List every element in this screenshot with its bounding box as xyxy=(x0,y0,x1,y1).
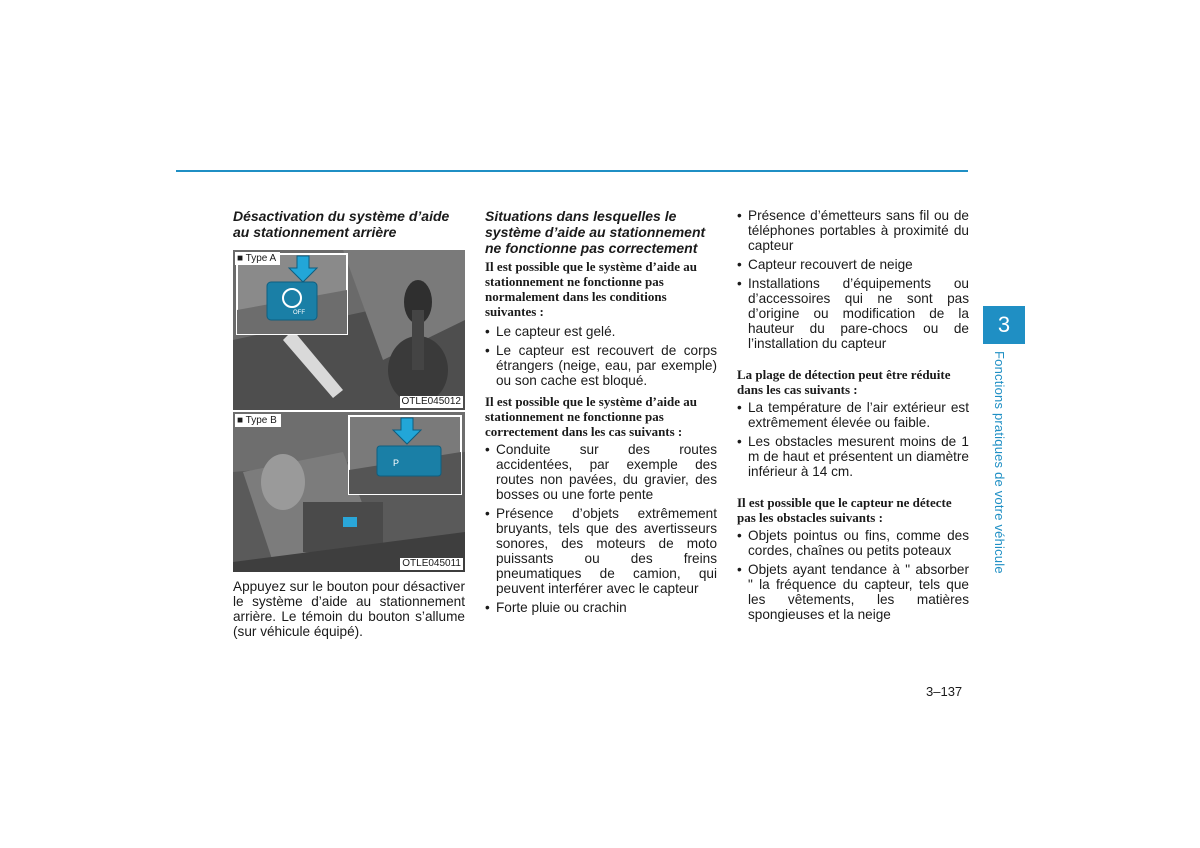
list-item: • Objets pointus ou fins, comme des cordes, chaînes ou petits poteaux xyxy=(737,528,969,558)
list-incorrect xyxy=(485,442,717,615)
subheading-undetected: Il est possible que le capteur ne détecte pas les obstacles suivants : xyxy=(737,495,952,525)
list-item: • Le capteur est recouvert de corps étrangers (neige, eau, par exemple) ou son cache est bloqué. xyxy=(485,343,717,388)
svg-text:P: P xyxy=(393,458,400,468)
list-item: • Présence d’émetteurs sans fil ou de téléphones portables à proximité du capteur xyxy=(737,208,969,253)
list-item: • La température de l’air extérieur est extrêmement élevée ou faible. xyxy=(737,400,969,430)
deactivation-paragraph: Appuyez sur le bouton pour désactiver le système d’aide au stationnement arrière. Le témoin du bouton s’allume (sur véhicule équipé). xyxy=(233,579,465,639)
figure-b-tag-text: Type B xyxy=(245,415,277,426)
figure-type-a xyxy=(233,250,465,410)
console-photo-b xyxy=(233,412,465,572)
list-undetected xyxy=(737,528,969,622)
section-heading-malfunction: Situations dans lesquelles le système d’aide au stationnement ne fonctionne pas correctement xyxy=(485,208,706,256)
list-item: • Capteur recouvert de neige xyxy=(737,257,969,272)
section-heading-deactivation: Désactivation du système d’aide au stationnement arrière xyxy=(233,208,450,240)
list-item: • Conduite sur des routes accidentées, par exemple des routes non pavées, du gravier, des bosses ou une forte pente xyxy=(485,442,717,502)
subheading-range: La plage de détection peut être réduite dans les cas suivants : xyxy=(737,367,951,397)
figure-type-b xyxy=(233,412,465,572)
page-number: 3–137 xyxy=(926,684,963,699)
list-item: • Objets ayant tendance à " absorber " la fréquence du capteur, tels que les vêtements, les matières spongieuses et la neige xyxy=(737,562,969,622)
chapter-title: Fonctions pratiques de votre véhicule xyxy=(992,351,1007,574)
list-range xyxy=(737,400,969,479)
subheading-abnormal: Il est possible que le système d’aide au stationnement ne fonctionne pas normalement dans les conditions suivantes : xyxy=(485,259,697,319)
list-item: • Présence d’objets extrêmement bruyants, tels que des avertisseurs sonores, des moteurs de moto puissants ou des freins pneumatiques de camion, qui peuvent interférer avec le capteur xyxy=(485,506,717,596)
list-item: • Forte pluie ou crachin xyxy=(485,600,717,615)
figure-b-tag: ■ Type B xyxy=(235,414,281,427)
column-2 xyxy=(485,208,717,619)
console-photo-a xyxy=(233,250,465,410)
figure-a-tag: ■ Type A xyxy=(235,252,280,265)
column-1 xyxy=(233,208,465,639)
subheading-incorrect: Il est possible que le système d’aide au stationnement ne fonctionne pas correctement dans les cas suivants : xyxy=(485,394,697,439)
header-rule xyxy=(176,170,968,172)
chapter-number-tab: 3 xyxy=(983,306,1025,344)
list-item: • Les obstacles mesurent moins de 1 m de haut et présentent un diamètre inférieur à 14 cm. xyxy=(737,434,969,479)
figure-a-code: OTLE045012 xyxy=(401,396,461,407)
svg-text:OFF: OFF xyxy=(293,310,305,316)
column-3 xyxy=(737,208,969,626)
list-item: • Installations d’équipements ou d’accessoires qui ne sont pas d’origine ou modification de la hauteur du pare-chocs ou de l’installation du capteur xyxy=(737,276,969,351)
list-interference xyxy=(737,208,969,351)
list-item: • Le capteur est gelé. xyxy=(485,324,717,339)
list-abnormal xyxy=(485,324,717,388)
figure-a-tag-text: Type A xyxy=(245,253,277,264)
figure-b-code: OTLE045011 xyxy=(402,558,461,569)
